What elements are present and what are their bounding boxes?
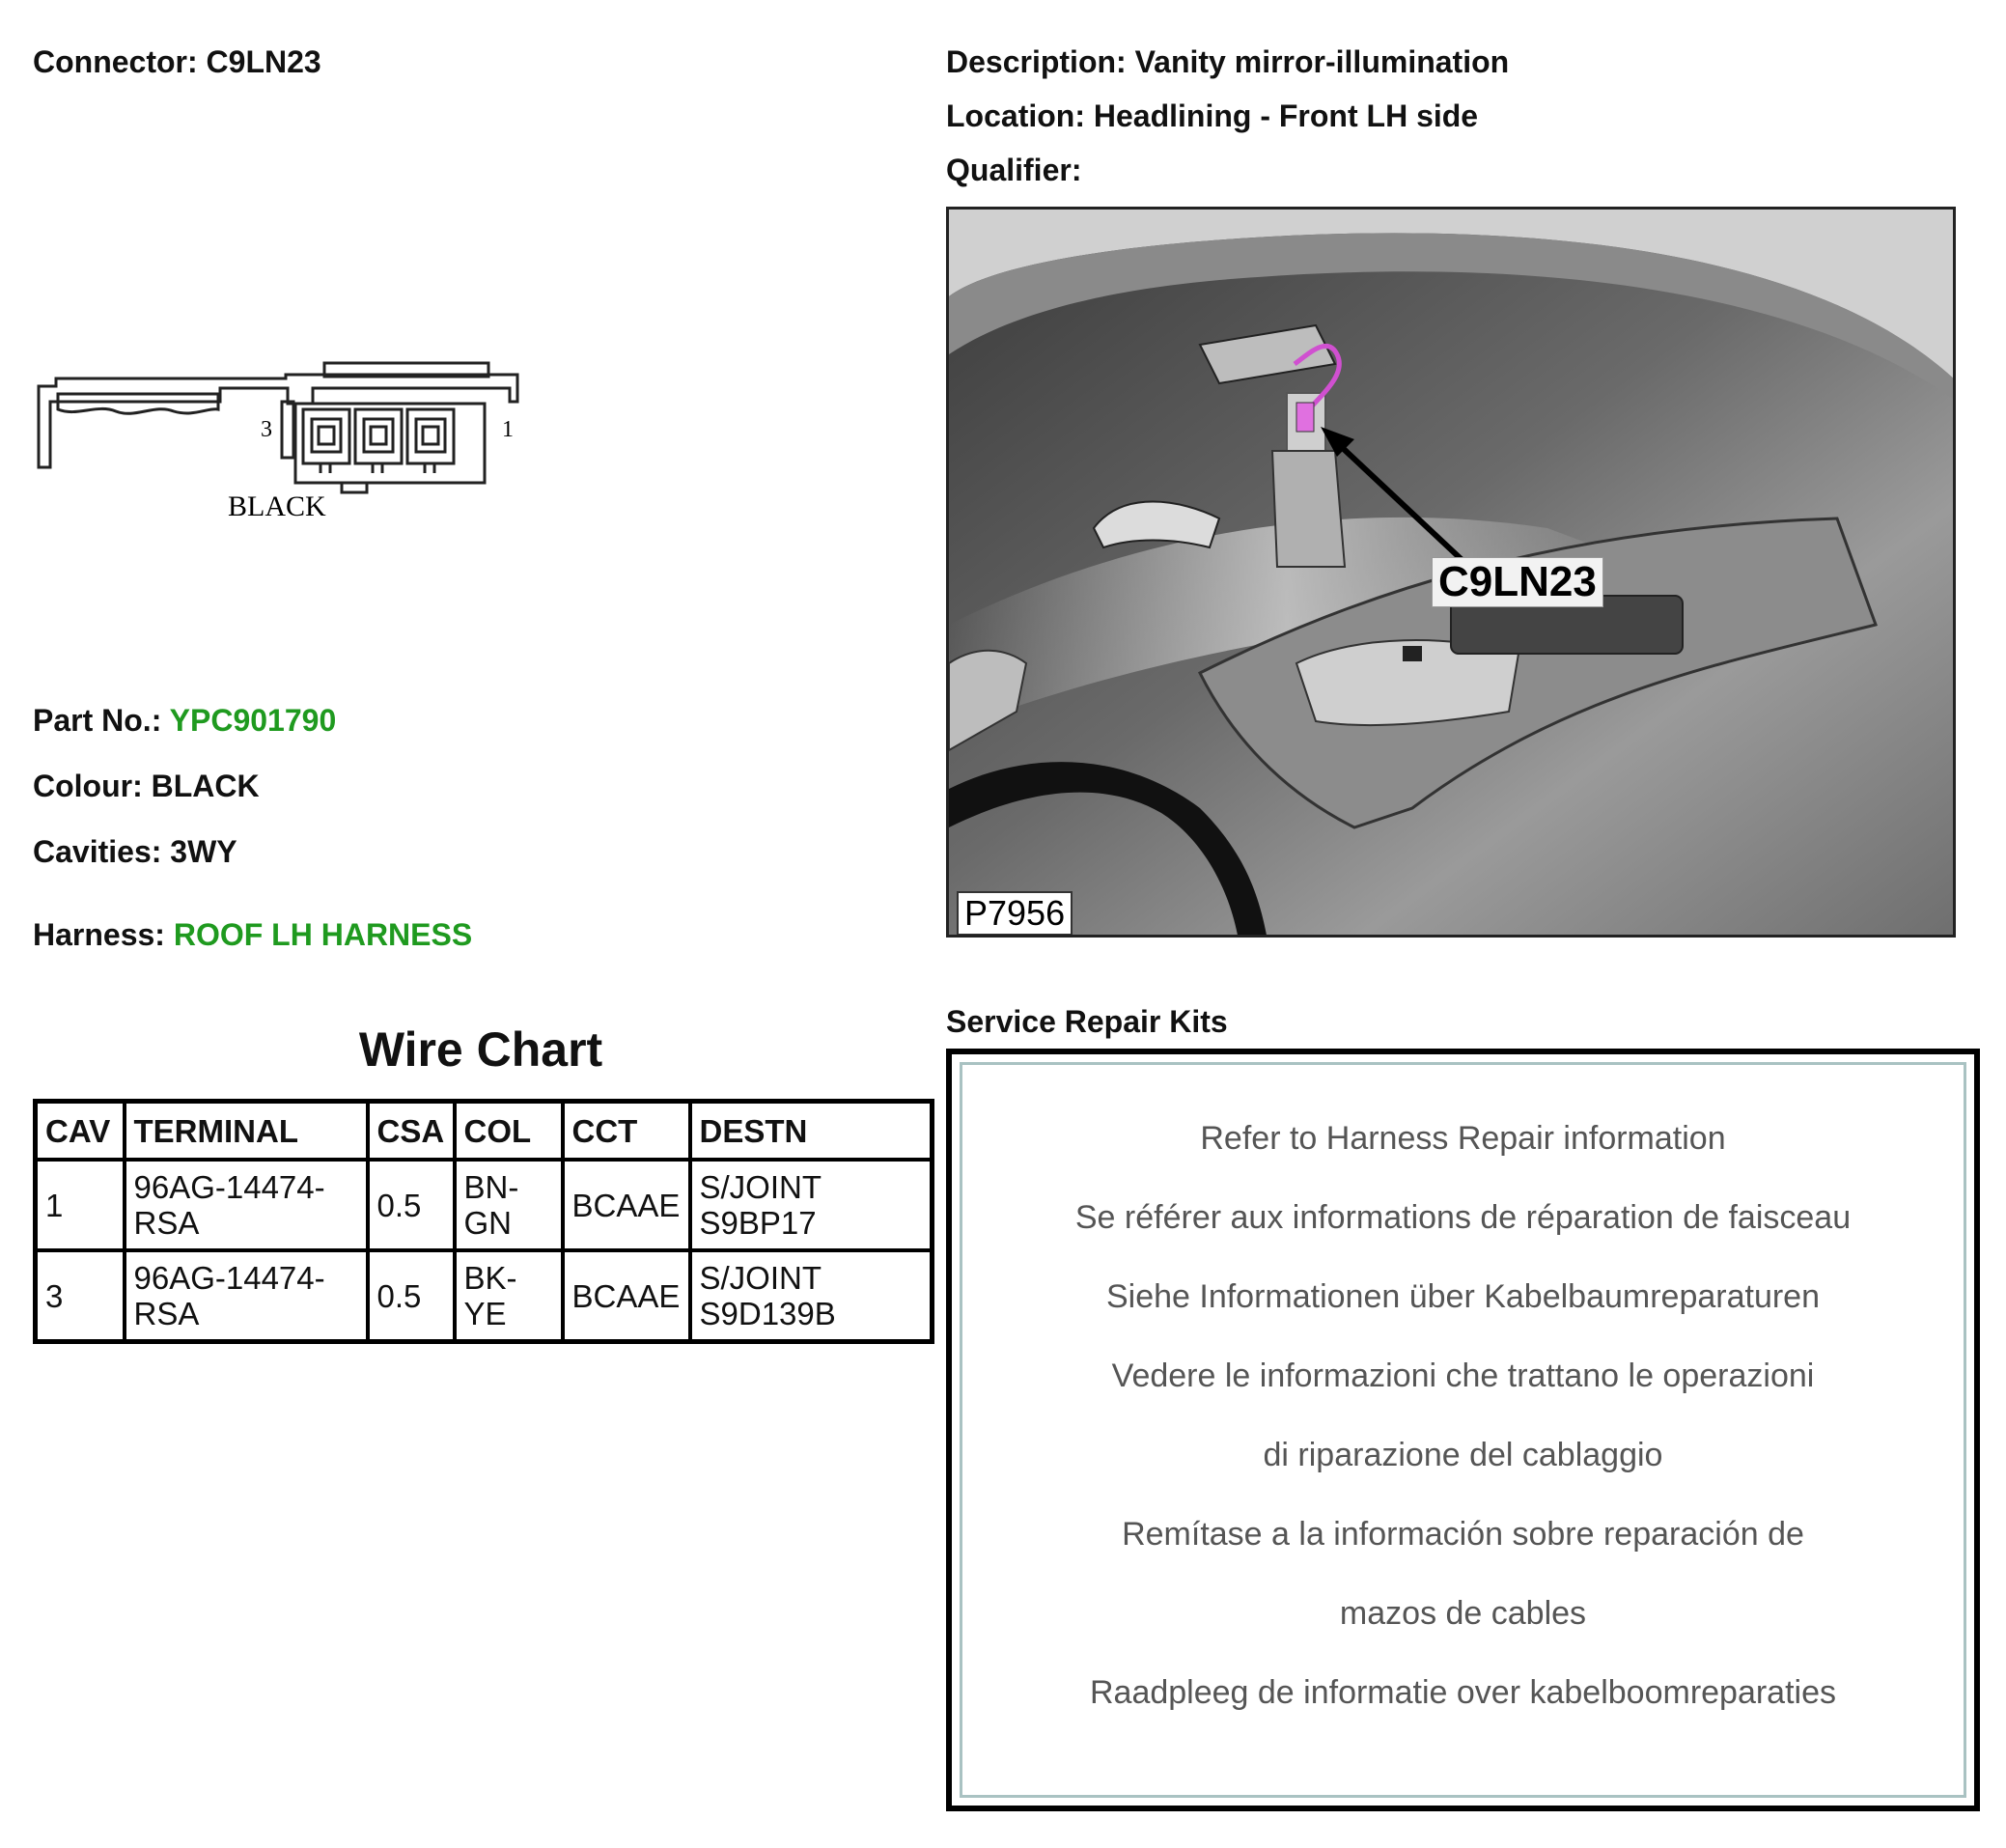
qualifier-label: Qualifier: (946, 153, 1082, 187)
location-value: Headlining - Front LH side (1093, 98, 1479, 133)
cell-csa: 0.5 (368, 1250, 455, 1342)
cell-col: BK- YE (455, 1250, 563, 1342)
pin-3-label: 3 (261, 417, 272, 442)
description-line (946, 44, 1509, 80)
connector-label: Connector: (33, 44, 198, 79)
header-csa: CSA (368, 1102, 455, 1161)
cell-cct: BCAAE (563, 1250, 690, 1342)
harness-line (33, 917, 472, 953)
service-line-french: Se référer aux informations de réparation de faisceau (1074, 1199, 1852, 1236)
colour-value: BLACK (151, 769, 260, 803)
cavities-label: Cavities: (33, 834, 162, 869)
description-value: Vanity mirror-illumination (1134, 44, 1510, 79)
photo-reference-code: P7956 (957, 891, 1073, 936)
connector-heading (33, 44, 321, 80)
cell-cav: 1 (36, 1160, 125, 1250)
pin-1-label: 1 (502, 417, 514, 442)
connector-drawing (35, 359, 527, 533)
service-kits-inner-border (960, 1062, 1966, 1798)
service-line-italian-1: Vedere le informazioni che trattano le operazioni (1111, 1358, 1815, 1394)
cell-destn: S/JOINT S9D139B (690, 1250, 933, 1342)
cell-cav: 3 (36, 1250, 125, 1342)
connector-value: C9LN23 (206, 44, 321, 79)
header-cav: CAV (36, 1102, 125, 1161)
description-label: Description: (946, 44, 1127, 79)
service-line-english: Refer to Harness Repair information (1200, 1120, 1726, 1157)
cell-cct: BCAAE (563, 1160, 690, 1250)
cell-terminal: 96AG-14474- RSA (125, 1250, 368, 1342)
service-line-italian-2: di riparazione del cablaggio (1263, 1437, 1663, 1473)
connector-callout: C9LN23 (1432, 557, 1603, 607)
service-line-german: Siehe Informationen über Kabelbaumreparaturen (1105, 1278, 1821, 1315)
drawing-color-label: BLACK (228, 490, 326, 522)
wire-chart-table (33, 1099, 934, 1344)
table-row (36, 1250, 933, 1342)
service-line-dutch: Raadpleeg de informatie over kabelboomreparaties (1089, 1674, 1837, 1711)
colour-label: Colour: (33, 769, 143, 803)
part-number-value: YPC901790 (169, 703, 337, 738)
part-number-line (33, 703, 336, 739)
table-row (36, 1160, 933, 1250)
location-line (946, 98, 1478, 134)
harness-value: ROOF LH HARNESS (173, 917, 473, 952)
harness-label: Harness: (33, 917, 165, 952)
cell-destn: S/JOINT S9BP17 (690, 1160, 933, 1250)
service-line-spanish-2: mazos de cables (1339, 1595, 1587, 1632)
service-line-spanish-1: Remítase a la información sobre reparación de (1122, 1516, 1804, 1553)
header-col: COL (455, 1102, 563, 1161)
part-number-label: Part No.: (33, 703, 162, 738)
cavities-line (33, 834, 237, 870)
location-photo (946, 207, 1956, 938)
cell-terminal: 96AG-14474- RSA (125, 1160, 368, 1250)
header-cct: CCT (563, 1102, 690, 1161)
qualifier-line (946, 153, 1081, 188)
cell-csa: 0.5 (368, 1160, 455, 1250)
service-kits-title: Service Repair Kits (946, 1004, 1228, 1039)
cavities-value: 3WY (170, 834, 237, 869)
service-kits-box (946, 1049, 1980, 1811)
wire-chart-title: Wire Chart (358, 1022, 603, 1077)
cell-col: BN- GN (455, 1160, 563, 1250)
wire-chart-header-row (36, 1102, 933, 1161)
header-destn: DESTN (690, 1102, 933, 1161)
header-terminal: TERMINAL (125, 1102, 368, 1161)
location-label: Location: (946, 98, 1085, 133)
colour-line (33, 769, 260, 804)
